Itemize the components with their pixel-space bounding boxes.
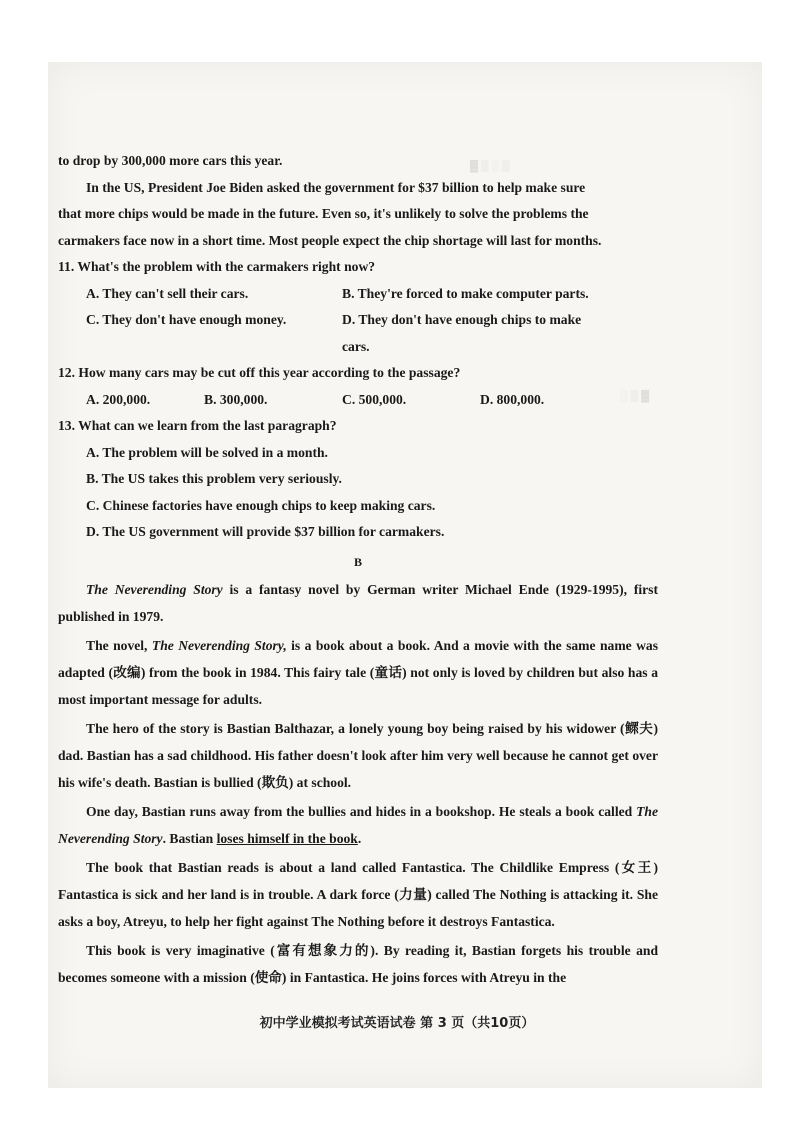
option-c[interactable]: C. They don't have enough money. [86, 312, 287, 327]
option-d[interactable]: D. The US government will provide $37 billion for carmakers. [86, 524, 445, 539]
book-title: The Neverending Story, [151, 637, 287, 653]
paragraph-text: is a fantasy novel by German writer Michael Ende (1929-1995), first published in 1979. [58, 581, 658, 624]
bleed-through-decoration: ▓ ▒ ░ ▒ [470, 160, 510, 172]
passage-b-paragraph-3: The hero of the story is Bastian Balthazar, a lonely young boy being raised by his widower (鳏夫) dad. Bastian has a sad childhood. His father doesn't look after him very well because he cannot get over his wife's death. Bastian is bullied (欺负) at school. [58, 720, 658, 790]
question-12-stem: 12. How many cars may be cut off this year according to the passage? [58, 365, 461, 380]
paragraph-text: . [357, 830, 362, 846]
question-12-options-row [58, 387, 658, 414]
question-11-options-row [58, 281, 658, 308]
passage-b-paragraph-2 [58, 632, 658, 713]
book-title: The Neverending Story [58, 803, 658, 846]
option-c[interactable]: C. Chinese factories have enough chips to keep making cars. [86, 497, 436, 513]
question-11-options-row [58, 307, 658, 360]
option-b[interactable]: B. 300,000. [204, 391, 268, 407]
passage-a-line: to drop by 300,000 more cars this year. [58, 153, 283, 168]
question-11-stem: 11. What's the problem with the carmakers right now? [58, 259, 376, 274]
option-a[interactable]: A. They can't sell their cars. [86, 285, 249, 301]
passage-b-paragraph-4 [58, 798, 658, 852]
page-footer: 初中学业模拟考试英语试卷 第 3 页（共10页） [259, 1016, 535, 1031]
option-a[interactable]: A. The problem will be solved in a month. [86, 444, 328, 460]
passage-a-line: that more chips would be made in the future. Even so, it's unlikely to solve the problems the [58, 206, 589, 221]
option-d[interactable]: D. They don't have enough chips to make cars. [342, 312, 582, 354]
option-b[interactable]: B. The US takes this problem very seriously. [86, 471, 342, 486]
paragraph-text: is a book about a book. And a movie with the same name was adapted (改编) from the book in 1984. This fairy tale (童话) not only is loved by children but also has a most important message for adults. [58, 637, 659, 707]
paragraph-text: The novel, [86, 637, 152, 653]
passage-b-paragraph-1 [58, 576, 658, 630]
passage-b-paragraph-5: The book that Bastian reads is about a land called Fantastica. The Childlike Empress (女王) Fantastica is sick and her land is in trouble. A dark force (力量) called The Nothing is attacking it. She asks a boy, Atreyu, to help her fight against The Nothing before it destroys Fantastica. [58, 859, 658, 929]
section-b-label: B [353, 554, 362, 569]
exam-page-content [58, 148, 658, 993]
book-title: The Neverending Story [86, 581, 223, 597]
option-a[interactable]: A. 200,000. [86, 391, 151, 407]
option-b[interactable]: B. They're forced to make computer parts. [342, 285, 589, 301]
passage-a-line: In the US, President Joe Biden asked the government for $37 billion to help make sure [86, 179, 586, 195]
paragraph-text: One day, Bastian runs away from the bullies and hides in a bookshop. He steals a book called [86, 803, 637, 819]
passage-b-paragraph-6: This book is very imaginative (富有想象力的). By reading it, Bastian forgets his trouble and becomes someone with a mission (使命) in Fantastica. He joins forces with Atreyu in the [58, 942, 658, 985]
question-13-stem: 13. What can we learn from the last paragraph? [58, 418, 337, 433]
option-c[interactable]: C. 500,000. [342, 391, 407, 407]
passage-a-line: carmakers face now in a short time. Most people expect the chip shortage will last for months. [58, 232, 602, 248]
underlined-phrase: loses himself in the book [216, 830, 358, 846]
paragraph-text: . Bastian [162, 830, 217, 846]
bleed-through-decoration: ░ ▒ ▓ [620, 390, 650, 402]
option-d[interactable]: D. 800,000. [480, 391, 545, 407]
